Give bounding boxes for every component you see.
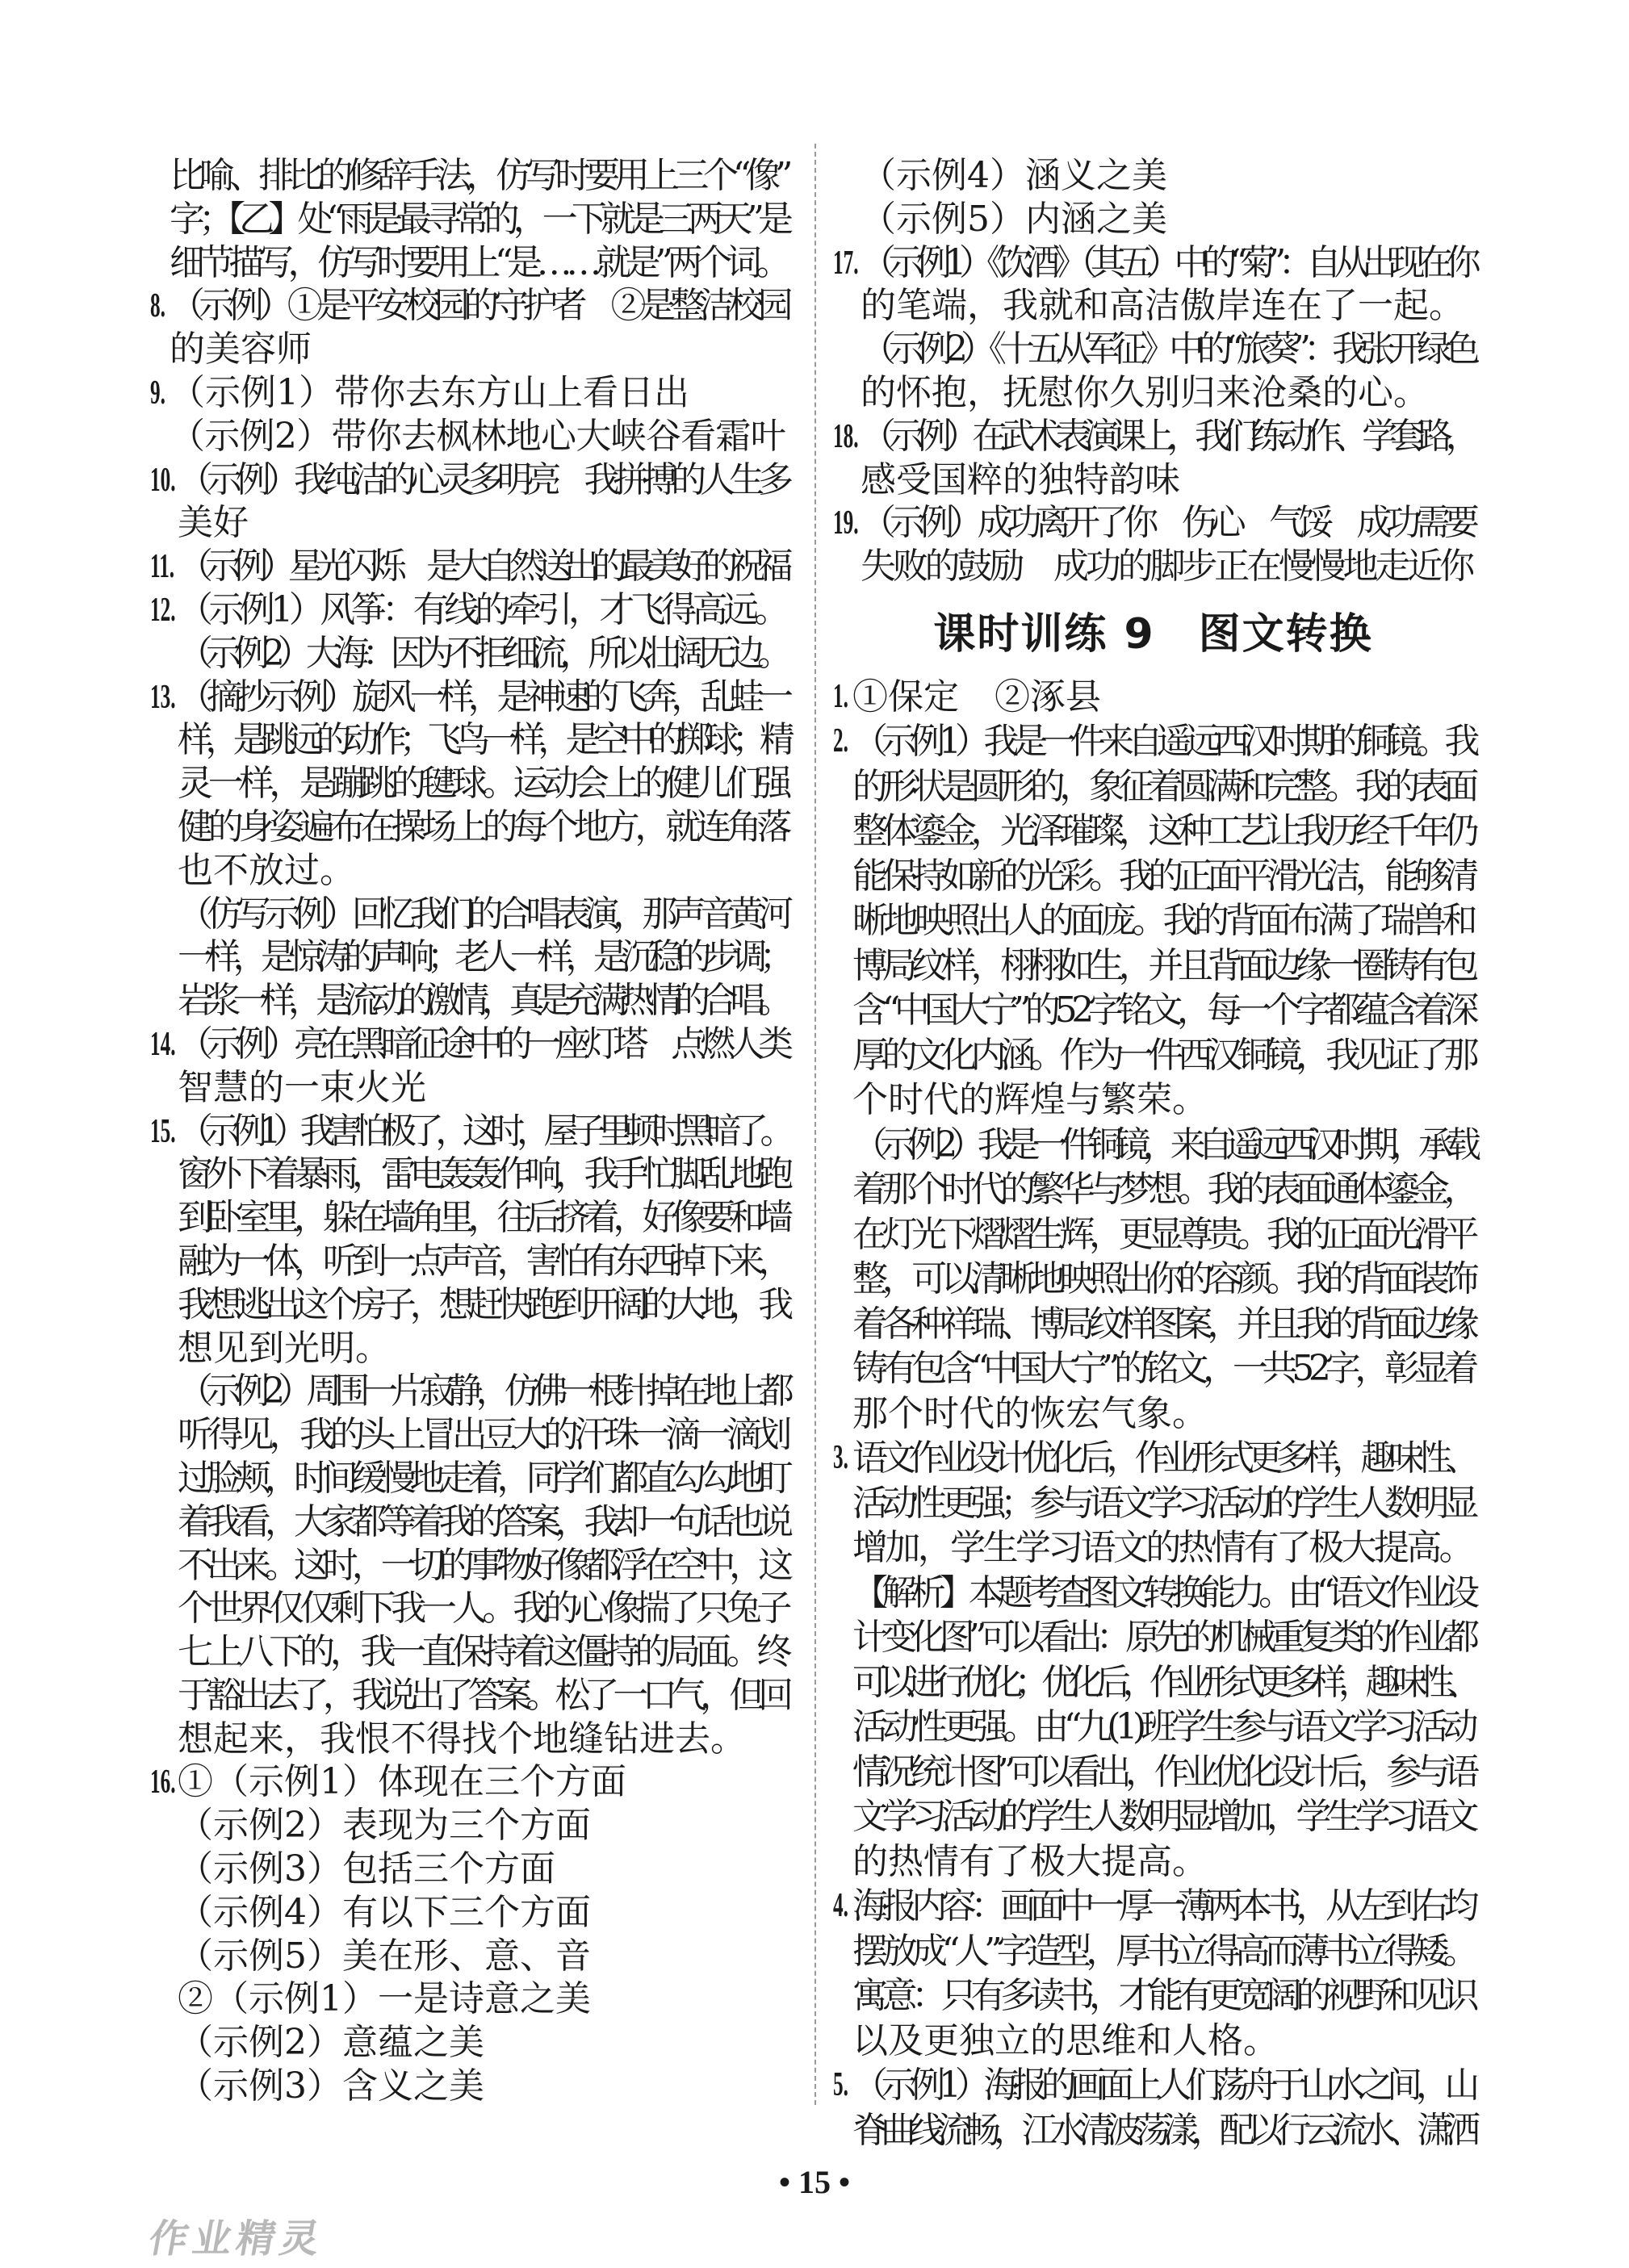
answer-text-line: （示例3）包括三个方面 — [178, 1848, 555, 1890]
answer-text-line: （示例）星光闪烁 是大自然送出的最美好的祝福 — [178, 546, 785, 588]
answer-item — [833, 2063, 1473, 2153]
answer-text-line: 厚的文化内涵。作为一件西汉铜镜，我见证了那 — [852, 1034, 1473, 1076]
answer-text-line: 计变化图”可以看出：原先的机械重复类的作业都 — [852, 1617, 1473, 1659]
answer-text-line: 可以进行优化；优化后，作业形式更多样，趣味性、 — [852, 1661, 1473, 1703]
answer-text-line: 增加，学生学习语文的热情有了极大提高。 — [852, 1527, 1472, 1569]
answer-item — [833, 501, 1473, 588]
answer-text-line: 失败的鼓励 成功的脚步正在慢慢地走近你 — [861, 546, 1472, 588]
right-column-lower — [833, 675, 1473, 2153]
answer-text-line: 的怀抱，抚慰你久别归来沧桑的心。 — [861, 371, 1429, 413]
answer-text-line: 窗外下着暴雨，雷电轰轰作响，我手忙脚乱地跑 — [178, 1153, 787, 1195]
answer-item — [150, 1023, 787, 1110]
answer-text-line: 七上八下的，我一直保持着这僵持的局面。终 — [178, 1631, 787, 1673]
answer-text-line: （示例4）涵义之美 — [861, 155, 1167, 196]
answer-text-line: 铸有包含“中国大宁”的铭文，一共52字，彰显着 — [852, 1348, 1473, 1390]
answer-number: 1. — [833, 677, 848, 715]
answer-text-line: 灵一样，是蹦跳的毽球。运动会上的健儿们强 — [178, 763, 787, 805]
answer-text-line: 海报内容：画面中一厚一薄两本书，从左到右均 — [852, 1885, 1473, 1927]
answer-text-line: ①（示例1）体现在三个方面 — [178, 1761, 626, 1803]
answer-text-line: （示例3）含义之美 — [178, 2065, 484, 2107]
answer-text-line: 健的身姿遍布在操场上的每个地方，就连角落 — [178, 806, 787, 847]
answer-text-line: （示例）在武术表演课上，我们练动作、学套路， — [861, 415, 1473, 457]
answer-text-line: 智慧的一束火光 — [178, 1066, 426, 1108]
answer-text-line: （示例）①是平安校园的守护者 ②是整洁校园 — [170, 285, 787, 327]
answer-number: 2. — [833, 722, 848, 760]
answer-text-line: 比喻、排比的修辞手法，仿写时要用上三个“像” — [170, 155, 787, 196]
answer-item — [150, 545, 787, 588]
answer-text-line: 晰地映照出人的面庞。我的背面布满了瑞兽和 — [852, 900, 1473, 942]
answer-text-line: 含“中国大宁”的52字铭文，每一个字都蕴含着深 — [852, 990, 1473, 1031]
answer-text-line: 【解析】本题考查图文转换能力。由“语文作业设 — [852, 1571, 1473, 1613]
answer-item — [150, 1760, 787, 2107]
answer-text-line: ①保定 ②涿县 — [852, 676, 1101, 718]
section-heading: 课时训练 9 图文转换 — [933, 609, 1373, 659]
answer-text-line: 的笔端，我就和高洁傲岸连在了一起。 — [861, 285, 1464, 327]
answer-text-line: 脊曲线流畅，江水清波荡漾，配以行云流水、潇洒 — [852, 2109, 1473, 2151]
answer-text-line: （示例4）有以下三个方面 — [178, 1891, 591, 1933]
answer-text-line: （示例2）《十五从军征》中的“旅葵”：我张开绿色 — [861, 328, 1473, 370]
answer-number: 15. — [150, 1112, 176, 1150]
right-column — [833, 154, 1473, 2153]
answer-text-line: （摘抄示例）旋风一样，是神速的飞奔，乱蛙一 — [178, 676, 787, 718]
answer-text-line: 博局纹样，栩栩如生，并且背面边缘一圈铸有包 — [852, 944, 1473, 986]
answer-text-line: 我想逃出这个房子，想赶快跑到开阔的大地，我 — [178, 1283, 787, 1325]
answer-item — [150, 371, 787, 458]
answer-item — [833, 415, 1473, 502]
answer-text-line: 在灯光下熠熠生辉，更显尊贵。我的正面光滑平 — [852, 1213, 1473, 1255]
answer-text-line: （示例2）表现为三个方面 — [178, 1805, 591, 1847]
answer-text-line: （示例1）《饮酒》（其五）中的“菊”：自从出现在你 — [861, 241, 1473, 283]
right-column-upper — [833, 154, 1473, 588]
answer-number: 8. — [150, 287, 165, 325]
answer-text-line: 岩浆一样，是流动的激情，真是充满热情的合唱。 — [178, 980, 785, 1022]
answer-item — [150, 1110, 787, 1761]
answer-item — [150, 676, 787, 1023]
answer-number: 10. — [150, 461, 176, 499]
answer-number: 9. — [150, 374, 165, 412]
answer-text-line: （示例）成功离开了你 伤心 气馁 成功需要 — [861, 502, 1473, 544]
answer-number: 19. — [833, 504, 859, 542]
answer-text-line: 细节描写，仿写时要用上“是……就是”两个词。 — [170, 241, 785, 283]
answer-text-line: 听得见，我的头上冒出豆大的汗珠一滴一滴划 — [178, 1414, 787, 1456]
answer-text-line: 感受国粹的独特韵味 — [861, 458, 1180, 500]
page-number: • 15 • — [778, 2164, 850, 2200]
answer-text-line: 着各种祥瑞、博局纹样图案，并且我的背面边缘 — [852, 1303, 1473, 1345]
answer-text-line: 融为一体，听到一点声音，害怕有东西掉下来， — [178, 1240, 787, 1282]
answer-text-line: （示例5）内涵之美 — [861, 198, 1167, 240]
answer-text-line: 能保持如新的光彩。我的正面平滑光洁，能够清 — [852, 855, 1473, 897]
answer-item — [833, 719, 1473, 1436]
answer-text-line: 着我看，大家都等着我的答案，我却一句话也说 — [178, 1500, 787, 1542]
answer-number: 11. — [150, 548, 175, 586]
answer-text-line: 活动性更强；参与语文学习活动的学生人数明显 — [852, 1482, 1473, 1524]
answer-number: 14. — [150, 1025, 176, 1063]
answer-text-line: 一样，是惊涛的声响；老人一样，是沉稳的步调； — [178, 936, 787, 978]
answer-text-line: ②（示例1）一是诗意之美 — [178, 1978, 591, 2020]
column-divider — [814, 144, 816, 2105]
answer-text-line: （示例1）带你去东方山上看日出 — [170, 371, 689, 413]
answer-text-line: 语文作业设计优化后，作业形式更多样，趣味性、 — [852, 1437, 1473, 1479]
answer-text-line: （示例）亮在黑暗征途中的一座灯塔 点燃人类 — [178, 1023, 787, 1065]
answer-number: 5. — [833, 2066, 848, 2104]
answer-number: 18. — [833, 417, 859, 455]
answer-number: 17. — [833, 244, 859, 282]
answer-text-line: 到卧室里，躲在墙角里，往后挤着，好像要和墙 — [178, 1197, 787, 1239]
answer-text-line: （示例1）我是一件来自遥远西汉时期的铜镜。我 — [852, 721, 1473, 763]
answer-text-line: 活动性更强。由“九(1)班学生参与语文学习活动 — [852, 1706, 1473, 1748]
answer-item — [150, 284, 787, 371]
answer-item — [833, 241, 1473, 415]
answer-item — [150, 458, 787, 546]
answer-text-line: （示例1）风筝：有线的牵引，才飞得高远。 — [178, 588, 785, 630]
answer-text-line: （示例5）美在形、意、音 — [178, 1935, 591, 1977]
answer-item — [833, 154, 1473, 241]
answer-item — [150, 588, 787, 676]
answer-text-line: 的热情有了极大提高。 — [852, 1840, 1208, 1882]
answer-text-line: 个时代的辉煌与繁荣。 — [852, 1079, 1208, 1121]
answer-text-line: 字；【乙】处“雨是最寻常的，一下就是三两天”是 — [170, 198, 787, 240]
answer-text-line: （示例1）海报的画面上人们荡舟于山水之间，山 — [852, 2065, 1473, 2107]
answer-text-line: （示例）我纯洁的心灵多明亮 我拼搏的人生多 — [178, 458, 787, 500]
answer-text-line: 想见到光明。 — [178, 1327, 391, 1369]
answer-text-line: （示例2）周围一片寂静，仿佛一根针掉在地上都 — [178, 1370, 787, 1412]
answer-text-line: （示例2）大海：因为不拒细流，所以壮阔无边。 — [178, 632, 785, 674]
answer-text-line: （仿写示例）回忆我们的合唱表演，那声音黄河 — [178, 893, 787, 935]
answer-number: 3. — [833, 1439, 848, 1477]
left-column — [150, 154, 787, 2108]
answer-text-line: 想起来，我恨不得找个地缝钻进去。 — [178, 1718, 746, 1760]
answer-text-line: 那个时代的恢宏气象。 — [852, 1392, 1208, 1434]
answer-text-line: （示例2）带你去枫林地心大峡谷看霜叶 — [170, 415, 785, 457]
answer-number: 4. — [833, 1887, 848, 1925]
answer-text-line: 过脸颊，时间缓慢地走着，同学们都直勾勾地盯 — [178, 1457, 787, 1499]
answer-text-line: 美好 — [178, 502, 249, 544]
answer-text-line: 的形状是圆形的，象征着圆满和完整。我的表面 — [852, 765, 1473, 807]
answer-text-line: 整，可以清晰地映照出你的容颜。我的背面装饰 — [852, 1258, 1473, 1300]
answer-item — [833, 675, 1473, 720]
watermark: 作业精灵 — [145, 2216, 329, 2262]
answer-item — [833, 1436, 1473, 1884]
answer-item — [833, 1884, 1473, 2063]
answer-text-line: （示例1）我害怕极了，这时，屋子里顿时黑暗了。 — [178, 1110, 787, 1152]
answer-text-line: 摆放成“人”字造型，厚书立得高而薄书立得矮。 — [852, 1930, 1473, 1972]
answer-text-line: 于豁出去了，我说出了答案。松了一口气，但回 — [178, 1674, 787, 1716]
answer-text-line: 的美容师 — [170, 328, 312, 370]
answer-number: 12. — [150, 591, 176, 629]
answer-text-line: 整体鎏金，光泽璀璨，这种工艺让我历经千年仍 — [852, 810, 1473, 852]
answer-number: 16. — [150, 1764, 176, 1801]
answer-text-line: 着那个时代的繁华与梦想。我的表面通体鎏金， — [852, 1169, 1473, 1211]
answer-text-line: （示例2）意蕴之美 — [178, 2022, 484, 2064]
answer-text-line: 以及更独立的思维和人格。 — [852, 2019, 1279, 2061]
answer-number: 13. — [150, 678, 176, 716]
answer-text-line: 个世界仅仅剩下我一人。我的心像揣了只兔子 — [178, 1588, 787, 1630]
answer-text-line: 文学习活动的学生人数明显增加，学生学习语文 — [852, 1796, 1473, 1838]
answer-text-line: 情况统计图”可以看出，作业优化设计后，参与语 — [852, 1751, 1473, 1793]
answer-text-line: 不出来。这时，一切的事物好像都浮在空中，这 — [178, 1544, 787, 1586]
answer-text-line: 寓意：只有多读书，才能有更宽阔的视野和见识 — [852, 1975, 1473, 2017]
answer-text-line: 样，是跳远的动作；飞鸟一样，是空中的掷球；精 — [178, 719, 787, 761]
answer-text-line: 也不放过。 — [178, 849, 355, 891]
answer-text-line: （示例2）我是一件铜镜，来自遥远西汉时期，承载 — [852, 1124, 1473, 1165]
answer-item — [150, 154, 787, 284]
